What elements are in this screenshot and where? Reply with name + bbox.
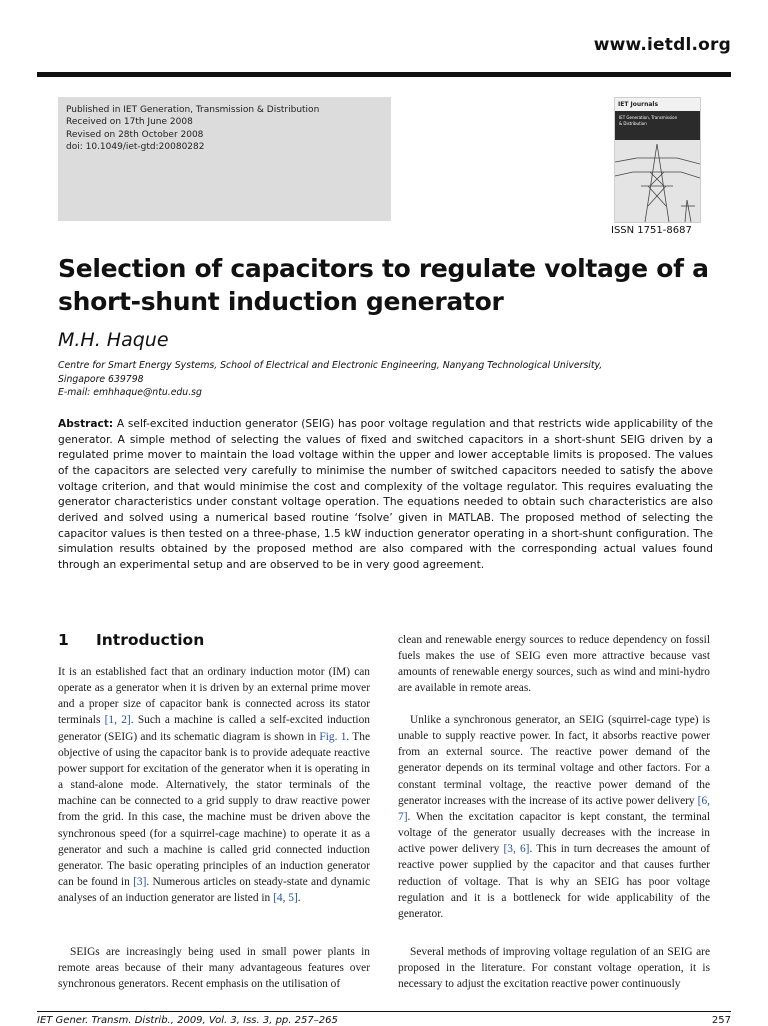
doi[interactable]: doi: 10.1049/iet-gtd:20080282 bbox=[66, 142, 205, 153]
text-run: . When the excitation capacitor is kept constant, the terminal voltage of the generator usually decreases with the increase in active power delivery bbox=[398, 810, 710, 856]
body-paragraph: clean and renewable energy sources to reduce dependency on fossil fuels makes the use of SEIG even more attractive because vast amounts of renewable energy sources, such as wind and mini-hydro are available in remote areas. bbox=[398, 634, 710, 695]
footer-citation: IET Gener. Transm. Distrib., 2009, Vol. 3, Iss. 3, pp. 257–265 bbox=[37, 1015, 338, 1026]
body-paragraph bbox=[398, 712, 710, 922]
publication-info-box bbox=[58, 97, 391, 221]
affiliation-line: Singapore 639798 bbox=[58, 373, 144, 385]
citation-link[interactable]: [4, 5] bbox=[273, 892, 298, 905]
abstract-text: A self-excited induction generator (SEIG) has poor voltage regulation and that restricts wide applicability of the generator. A simple method of selecting the values of fixed and switched capacitors in a short-shunt SEIG driven by a regulated prime mover to maintain the load voltage within the upper and lower acceptable limits is proposed. The values of the capacitors are selected very carefully to minimise the number of switched capacitors needed to satisfy the above voltage criterion, and that would minimise the cost and complexity of the voltage regulator. This requires evaluating the generator characteristics under constant voltage operation. The equations needed to obtain such characteristics are also derived and solved using a numerical based routine ‘fsolve’ given in MATLAB. The proposed method of selecting the capacitor values is then tested on a three-phase, 1.5 kW induction generator operating in a short-shunt configuration. The simulation results obtained by the proposed method are also compared with the corresponding actual values found through an experimental setup and are observed to be in very good agreement. bbox=[58, 418, 714, 571]
text-run: . bbox=[297, 892, 301, 905]
citation-link[interactable]: [3] bbox=[133, 876, 147, 889]
text-run: It is an established fact that an ordinary induction motor (IM) can operate as a generator when it is driven by an external prime mover and a proper size of capacitor bank is connected across its stator terminals bbox=[58, 666, 370, 727]
page-number: 257 bbox=[711, 1015, 731, 1026]
footer-rule bbox=[37, 1011, 731, 1012]
cover-title-band bbox=[615, 111, 700, 141]
cover-journal-line: & Distribution bbox=[619, 121, 647, 126]
journal-cover-image bbox=[614, 97, 701, 223]
publication-line: Published in IET Generation, Transmission & Distribution bbox=[66, 105, 320, 115]
paper-title: Selection of capacitors to regulate voltage of a short-shunt induction generator bbox=[58, 254, 709, 316]
received-date: Received on 17th June 2008 bbox=[66, 117, 193, 128]
abstract bbox=[58, 417, 713, 574]
citation-link[interactable]: [1, 2] bbox=[104, 714, 131, 727]
cover-journal-line: IET Generation, Transmission bbox=[619, 115, 678, 120]
author-email[interactable]: E-mail: emhhaque@ntu.edu.sg bbox=[58, 387, 202, 398]
text-run: . Numerous articles on steady-state and dynamic analyses of an induction generator are listed in bbox=[58, 876, 370, 905]
cover-brand: IET Journals bbox=[618, 101, 659, 108]
text-run: Unlike a synchronous generator, an SEIG (squirrel-cage type) is unable to supply reactive power. In fact, it absorbs reactive power from an external source. The reactive power demand of the generator depends on its terminal voltage and other factors. For a constant terminal voltage, the reactive power demand of the generator increases with the increase of its active power delivery bbox=[398, 714, 710, 807]
text-run: . This in turn decreases the amount of reactive power supplied by the capacitor and that causes further reduction of voltage. That is why an SEIG has poor voltage regulation and it is a bottleneck for wide applicability of the generator. bbox=[398, 843, 710, 920]
section-title: Introduction bbox=[96, 631, 205, 649]
body-paragraph: Several methods of improving voltage regulation of an SEIG are proposed in the literature. For constant voltage operation, it is necessary to adjust the excitation reactive power continuously bbox=[398, 946, 710, 991]
revised-date: Revised on 28th October 2008 bbox=[66, 129, 204, 140]
section-number: 1 bbox=[58, 631, 69, 649]
figure-link[interactable]: Fig. 1 bbox=[319, 730, 347, 743]
affiliation-line: Centre for Smart Energy Systems, School of Electrical and Electronic Engineering, Nanyang Technological University, bbox=[58, 360, 603, 371]
citation-link[interactable]: [6, 7] bbox=[398, 794, 710, 823]
header-rule bbox=[37, 72, 731, 77]
text-run: . The objective of using the capacitor bank is to provide adequate reactive power support for excitation of the generator when it is operating in a stand-alone mode. Alternatively, the stator terminals of the machine can be connected to a grid supply to draw reactive power from the grid. In this case, the machine must be driven above the synchronous speed (for a squirrel-cage machine) to operate it as a generator and such a machine is called grid connected induction generator. The basic operating principles of an induction generator can be found in bbox=[58, 730, 371, 889]
author-affiliation bbox=[58, 359, 718, 400]
author-name: M.H. Haque bbox=[58, 329, 169, 351]
section-heading bbox=[58, 631, 204, 649]
issn: ISSN 1751-8687 bbox=[611, 225, 692, 236]
body-paragraph: SEIGs are increasingly being used in small power plants in remote areas because of their many advantageous features over synchronous generators. Recent emphasis on the utilisation of bbox=[58, 946, 370, 991]
text-run: . Such a machine is called a self-excited induction generator (SEIG) and its schematic diagram is shown in bbox=[58, 714, 370, 743]
abstract-label: Abstract: bbox=[58, 418, 114, 430]
site-url[interactable]: www.ietdl.org bbox=[593, 35, 731, 55]
body-paragraph bbox=[58, 664, 370, 906]
transmission-tower-icon bbox=[615, 140, 700, 222]
citation-link[interactable]: [3, 6] bbox=[503, 843, 530, 856]
